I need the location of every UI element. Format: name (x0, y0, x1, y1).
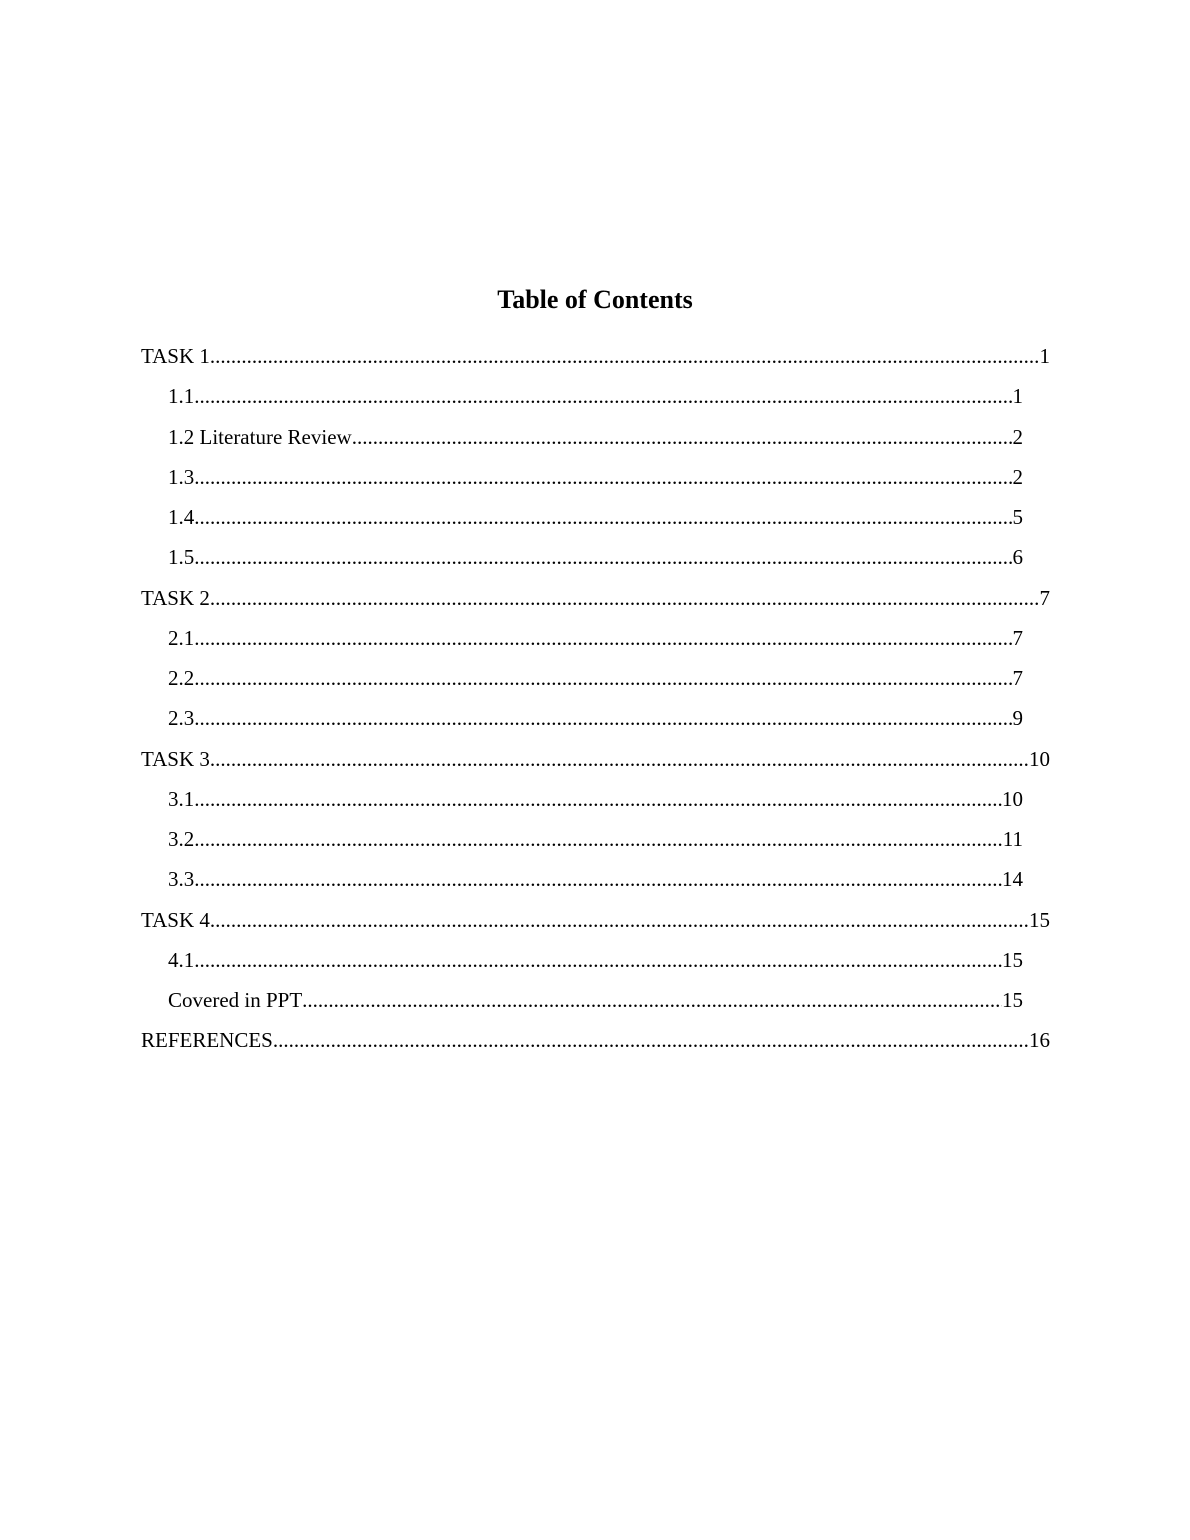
toc-entry-label: 3.2 (168, 827, 195, 851)
toc-entry-label: TASK 1 (141, 344, 210, 368)
toc-entry-label: 1.2 Literature Review (168, 424, 352, 449)
toc-entry-label: 1.4 (168, 505, 195, 529)
toc-entry-page: 7 (1039, 585, 1050, 610)
toc-entry-page: 15 (1002, 988, 1023, 1012)
toc-leader-dots (273, 1026, 1029, 1054)
toc-entry-page: 15 (1002, 947, 1023, 972)
toc-leader-dots (194, 382, 1012, 410)
toc-entry-2-1[interactable] (168, 624, 1023, 664)
toc-leader-dots (194, 463, 1012, 491)
toc-leader-dots (194, 704, 1012, 732)
toc-title: Table of Contents (497, 285, 693, 314)
toc-entry-label: 1.1 (168, 384, 195, 409)
toc-leader-dots (194, 946, 1002, 974)
toc-entry-1-2[interactable] (168, 423, 1023, 463)
toc-entry-1-4[interactable] (168, 503, 1023, 543)
toc-entry-label: 2.3 (168, 706, 195, 731)
toc-entry-page: 9 (1012, 706, 1023, 731)
toc-entry-label: TASK 3 (141, 746, 210, 771)
toc-leader-dots (194, 664, 1012, 692)
toc-entry-page: 10 (1002, 786, 1023, 811)
toc-leader-dots (352, 423, 1013, 451)
toc-entry-references[interactable] (141, 1026, 1050, 1066)
toc-entry-label: 3.1 (168, 786, 195, 811)
toc-entry-1-5[interactable] (168, 543, 1023, 583)
toc-leader-dots (210, 342, 1040, 370)
toc-list (0, 342, 1190, 1067)
toc-entry-label: 1.5 (168, 545, 195, 570)
toc-entry-label: 2.1 (168, 625, 195, 650)
toc-entry-page: 2 (1012, 424, 1023, 449)
toc-leader-dots (194, 785, 1002, 813)
toc-leader-dots (210, 745, 1029, 773)
toc-entry-page: 7 (1012, 625, 1023, 650)
toc-entry-label: Covered in PPT (168, 988, 303, 1012)
toc-leader-dots (210, 584, 1040, 612)
toc-entry-label: TASK 2 (141, 585, 210, 610)
toc-leader-dots (194, 503, 1012, 531)
toc-leader-dots (194, 543, 1012, 571)
toc-leader-dots (194, 624, 1012, 652)
toc-entry-3-1[interactable] (168, 785, 1023, 825)
toc-entry-page: 11 (1002, 827, 1023, 851)
toc-entry-page: 16 (1029, 1028, 1050, 1053)
toc-entry-task-2[interactable] (141, 584, 1050, 624)
toc-entry-task-4[interactable] (141, 906, 1050, 946)
toc-leader-dots (194, 865, 1002, 893)
toc-entry-label: 4.1 (168, 947, 195, 972)
toc-entry-label: TASK 4 (141, 907, 210, 932)
toc-entry-page: 5 (1012, 505, 1023, 529)
toc-entry-covered-in-ppt[interactable] (168, 986, 1023, 1026)
toc-entry-page: 1 (1012, 384, 1023, 409)
toc-entry-page: 14 (1002, 867, 1023, 892)
toc-entry-2-3[interactable] (168, 704, 1023, 744)
toc-entry-task-1[interactable] (141, 342, 1050, 382)
toc-entry-3-2[interactable] (168, 825, 1023, 865)
toc-entry-page: 15 (1029, 907, 1050, 932)
toc-entry-3-3[interactable] (168, 865, 1023, 905)
toc-leader-dots (210, 906, 1029, 934)
toc-entry-page: 6 (1012, 545, 1023, 570)
toc-entry-4-1[interactable] (168, 946, 1023, 986)
toc-entry-page: 2 (1012, 464, 1023, 489)
toc-entry-label: 3.3 (168, 867, 195, 892)
toc-entry-label: 2.2 (168, 666, 195, 690)
toc-entry-1-1[interactable] (168, 382, 1023, 422)
toc-leader-dots (194, 825, 1003, 853)
toc-entry-page: 1 (1039, 344, 1050, 368)
toc-leader-dots (302, 986, 1002, 1014)
toc-entry-label: 1.3 (168, 464, 195, 489)
toc-entry-page: 10 (1029, 746, 1050, 771)
toc-entry-2-2[interactable] (168, 664, 1023, 704)
toc-entry-1-3[interactable] (168, 463, 1023, 503)
toc-entry-label: REFERENCES (141, 1028, 273, 1053)
toc-entry-task-3[interactable] (141, 745, 1050, 785)
toc-entry-page: 7 (1012, 666, 1023, 690)
